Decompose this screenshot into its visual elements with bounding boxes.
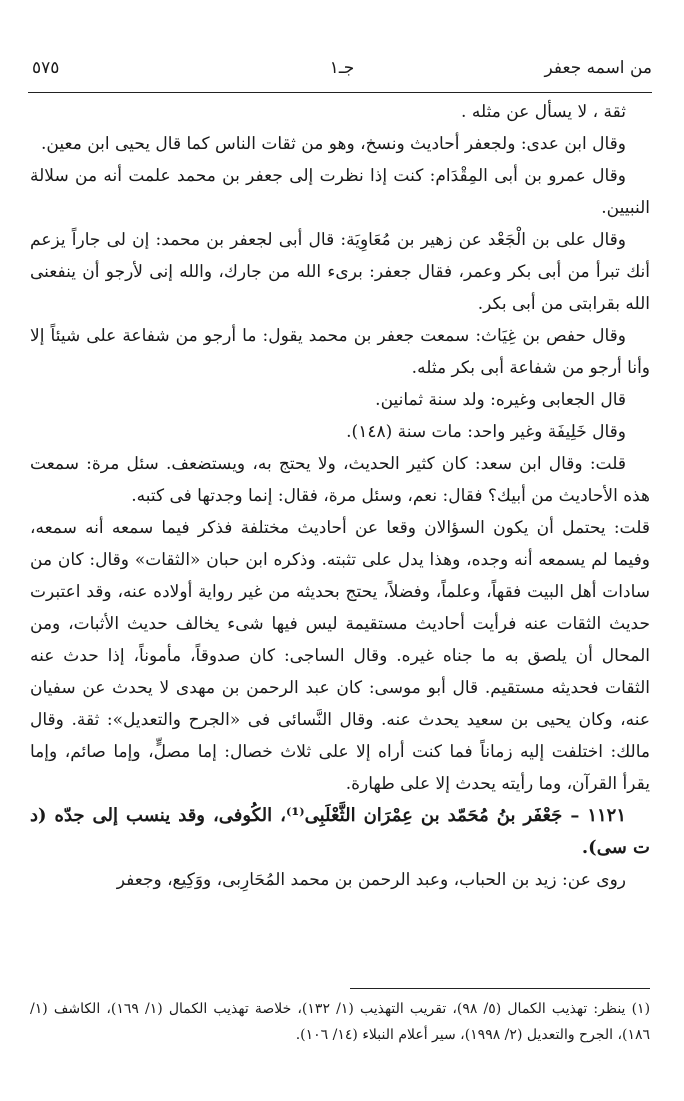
body-paragraph: وقال ابن عدى: ولجعفر أحاديث ونسخ، وهو من ثقات الناس كما قال يحيى ابن معين. — [41, 134, 626, 154]
body-paragraph: وقال حفص بن غِيَاث: سمعت جعفر بن محمد يقول: ما أرجو من شفاعة على شيئاً إلا وأنا أرجو من شفاعة أبى بكر مثله. — [30, 326, 650, 378]
main-text — [30, 96, 650, 896]
body-paragraph: وقال خَلِيفَة وغير واحد: مات سنة (١٤٨). — [346, 422, 626, 442]
page-number: ٥٧٥ — [32, 58, 60, 78]
footnote-rule — [350, 988, 650, 989]
header-rule — [28, 92, 652, 93]
body-paragraph: ثقة ، لا يسأل عن مثله . — [461, 102, 626, 122]
biography-entry-heading: ١١٢١ – جَعْفَر بنُ مُحَمّد بن عِمْرَان الثَّعْلَبِى⁽¹⁾، الكُوفى، وقد ينسب إلى جدّه (د ت سى). — [30, 805, 650, 858]
volume-label: جـ۱ — [329, 58, 355, 78]
body-paragraph: قلت: يحتمل أن يكون السؤالان وقعا عن أحاديث مختلفة فذكر فيما سمعه أنه سمعه، وفيما لم يسمعه أنه وجده، وهذا يدل على تثبته. وذكره ابن حبان «الثقات» وقال: كان من سادات أهل البيت فقهاً، وعلماً، وفضلاً، يحتج بحديثه من غير رواية أولاده عنه، وقد اعتبرت حديث الثقات عنه فرأيت أحاديث مستقيمة ليس فيها شىء يخالف حديث الأثبات، ومن المحال أن يلصق به ما جناه غيره. وقال الساجى: كان صدوقاً، مأموناً، إذا حدث عنه الثقات فحديثه مستقيم. قال أبو موسى: كان عبد الرحمن بن مهدى لا يحدث عن سفيان عنه، وكان يحيى بن سعيد يحدث عنه. وقال النَّسائى فى «الجرح والتعديل»: ثقة. وقال مالك: اختلفت إليه زماناً فما كنت أراه إلا على ثلاث خصال: إما مصلٍّ، وإما صائم، وإما يقرأ القرآن، وما رأيته يحدث إلا على طهارة. — [30, 518, 650, 794]
body-paragraph: قلت: وقال ابن سعد: كان كثير الحديث، ولا يحتج به، ويستضعف. سئل مرة: سمعت هذه الأحاديث من أبيك؟ فقال: نعم، وسئل مرة، فقال: إنما وجدتها فى كتبه. — [30, 454, 650, 506]
body-paragraph: روى عن: زيد بن الحباب، وعبد الرحمن بن محمد المُحَارِبى، ووَكِيع، وجعفر — [116, 870, 626, 890]
running-header — [32, 52, 652, 88]
body-paragraph: قال الجعابى وغيره: ولد سنة ثمانين. — [375, 390, 626, 410]
chapter-title: من اسمه جعفر — [544, 58, 652, 78]
footnote: (١) ينظر: تهذيب الكمال (٥/ ٩٨)، تقريب التهذيب (١/ ١٣٢)، خلاصة تهذيب الكمال (١/ ١٦٩)، الكاشف (١/ ١٨٦)، الجرح والتعديل (٢/ ١٩٩٨)، سير أعلام النبلاء (١٤/ ١٠٦). — [30, 1001, 651, 1043]
body-paragraph: وقال عمرو بن أبى المِقْدَام: كنت إذا نظرت إلى جعفر بن محمد علمت أنه من سلالة النبيين. — [30, 166, 650, 218]
body-paragraph: وقال على بن الْجَعْد عن زهير بن مُعَاوِيَة: قال أبى لجعفر بن محمد: إن لى جاراً يزعم أنك تبرأ من أبى بكر وعمر، فقال جعفر: برىء الله من جارك، والله إنى لأرجو أن ينفعنى الله بقرابتى من أبى بكر. — [30, 230, 650, 314]
footnotes — [30, 996, 650, 1048]
